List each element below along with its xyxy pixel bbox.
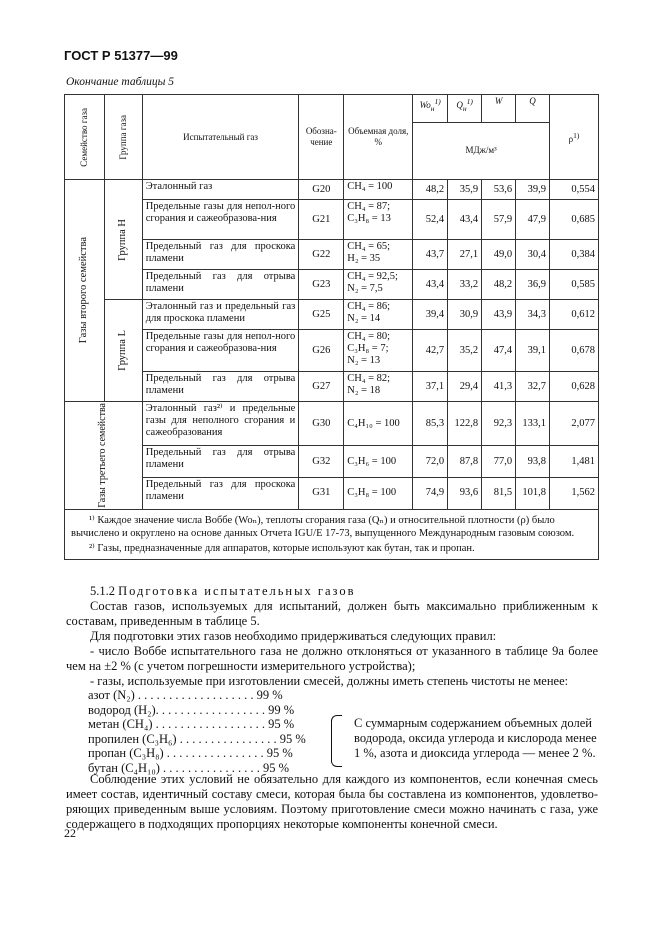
- row-q: 101,8: [516, 478, 550, 510]
- row-composition: C₃H₆ = 100: [344, 446, 413, 478]
- row-wo: 72,0: [413, 446, 448, 478]
- paragraph: Состав газов, используемых для испытаний, должен быть максимально приближенным к составам, приведенным в таблице 5.: [66, 599, 598, 628]
- closing-text: [66, 772, 598, 832]
- row-code: G21: [299, 200, 344, 240]
- row-gas: Предельный газ для отрыва пламени: [142, 446, 299, 478]
- row-composition: C₃H₈ = 100: [344, 478, 413, 510]
- row-q: 30,4: [516, 240, 550, 270]
- row-qn: 87,8: [448, 446, 482, 478]
- row-w: 48,2: [482, 270, 516, 300]
- row-q: 39,9: [516, 180, 550, 200]
- row-gas: Предельные газы для непол-ного сгорания и сажеобразова-ния: [142, 200, 299, 240]
- row-composition: CH₄ = 65; H₂ = 35: [344, 240, 413, 270]
- row-wo: 74,9: [413, 478, 448, 510]
- row-composition: CH₄ = 100: [344, 180, 413, 200]
- header-family: Семейство газа: [65, 95, 105, 180]
- row-w: 77,0: [482, 446, 516, 478]
- row-gas: Предельный газ для отрыва пламени: [142, 270, 299, 300]
- row-wo: 43,7: [413, 240, 448, 270]
- row-q: 47,9: [516, 200, 550, 240]
- footnote-1: ¹⁾ Каждое значение числа Воббе (Woₙ), теплоты сгорания газа (Qₙ) и относительной плотности (ρ) было вычислено и округлено на основе данных Отчета IGU/E 17-73, выпущенного Международным газовым союзом.: [71, 514, 575, 539]
- section-heading: 5.1.2 Подготовка испытательных газов: [90, 584, 356, 598]
- purity-list: [88, 688, 306, 776]
- header-q: Q: [516, 95, 550, 123]
- purity-item: пропан (C₃H₈) . . . . . . . . . . . . . . . . 95 %: [88, 746, 293, 761]
- row-qn: 30,9: [448, 300, 482, 330]
- row-rho: 0,628: [550, 372, 599, 402]
- row-qn: 35,2: [448, 330, 482, 372]
- header-group: Группа газа: [104, 95, 142, 180]
- paragraph: - число Воббе испытательного газа не должно отклоняться от указанного в таблице 9а более чем на ±2 % (с учетом погрешности измерительного устройства);: [66, 644, 598, 673]
- row-rho: 0,585: [550, 270, 599, 300]
- purity-item: пропилен (C₃H₆) . . . . . . . . . . . . . . . . 95 %: [88, 731, 306, 746]
- row-code: G32: [299, 446, 344, 478]
- group-h: Группа H: [104, 180, 142, 300]
- row-q: 39,1: [516, 330, 550, 372]
- gas-table: [64, 94, 599, 560]
- row-wo: 42,7: [413, 330, 448, 372]
- row-rho: 0,678: [550, 330, 599, 372]
- footnote-2: ²⁾ Газы, предназначенные для аппаратов, которые используют как бутан, так и пропан.: [89, 542, 475, 554]
- row-wo: 85,3: [413, 402, 448, 446]
- header-volume-fraction: Объемная доля, %: [344, 95, 413, 180]
- row-composition: C₄H₁₀ = 100: [344, 402, 413, 446]
- brace: [331, 715, 342, 767]
- row-composition: CH₄ = 86; N₂ = 14: [344, 300, 413, 330]
- row-code: G23: [299, 270, 344, 300]
- row-qn: 43,4: [448, 200, 482, 240]
- row-gas: Эталонный газ и предельный газ для проскока пламени: [142, 300, 299, 330]
- row-wo: 43,4: [413, 270, 448, 300]
- row-qn: 93,6: [448, 478, 482, 510]
- header-unit: МДж/м³: [413, 122, 550, 179]
- row-qn: 122,8: [448, 402, 482, 446]
- row-w: 57,9: [482, 200, 516, 240]
- row-gas: Предельные газы для непол-ного сгорания и сажеобразова-ния: [142, 330, 299, 372]
- row-gas: Эталонный газ: [142, 180, 299, 200]
- row-q: 34,3: [516, 300, 550, 330]
- row-code: G20: [299, 180, 344, 200]
- header-code: Обозна-чение: [299, 95, 344, 180]
- row-code: G27: [299, 372, 344, 402]
- row-wo: 39,4: [413, 300, 448, 330]
- header-w: W: [482, 95, 516, 123]
- row-w: 53,6: [482, 180, 516, 200]
- table-caption: Окончание таблицы 5: [66, 76, 174, 88]
- row-w: 92,3: [482, 402, 516, 446]
- row-wo: 48,2: [413, 180, 448, 200]
- header-rho: $\rho^{1)}$: [550, 95, 599, 180]
- row-w: 47,4: [482, 330, 516, 372]
- header-qn: $Q_н^{1)}$: [448, 95, 482, 123]
- header-test-gas: Испытательный газ: [142, 95, 299, 180]
- row-gas: Предельный газ для проскока пламени: [142, 240, 299, 270]
- family-second: Газы второго семейства: [65, 180, 105, 402]
- purity-item: азот (N₂) . . . . . . . . . . . . . . . . . . . 99 %: [88, 688, 283, 702]
- row-gas: Предельный газ для отрыва пламени: [142, 372, 299, 402]
- row-composition: CH₄ = 82; N₂ = 18: [344, 372, 413, 402]
- row-q: 36,9: [516, 270, 550, 300]
- row-gas: Эталонный газ²⁾ и предельные газы для неполного сгорания и сажеобразования: [142, 402, 299, 446]
- row-qn: 29,4: [448, 372, 482, 402]
- row-w: 43,9: [482, 300, 516, 330]
- row-composition: CH₄ = 80; C₃H₈ = 7; N₂ = 13: [344, 330, 413, 372]
- row-rho: 1,481: [550, 446, 599, 478]
- brace-note: С суммарным содержанием объемных долей водорода, оксида углерода и кислорода менее 1 %, азота и диоксида углерода — менее 2 %.: [354, 716, 597, 760]
- group-l: Группа L: [104, 300, 142, 402]
- row-wo: 37,1: [413, 372, 448, 402]
- row-qn: 27,1: [448, 240, 482, 270]
- row-rho: 0,612: [550, 300, 599, 330]
- purity-item: метан (CH₄) . . . . . . . . . . . . . . . . . . 95 %: [88, 717, 295, 732]
- purity-item: бутан (C₄H₁₀) . . . . . . . . . . . . . . . . 95 %: [88, 760, 290, 775]
- row-code: G25: [299, 300, 344, 330]
- row-qn: 35,9: [448, 180, 482, 200]
- row-code: G30: [299, 402, 344, 446]
- row-code: G31: [299, 478, 344, 510]
- row-code: G26: [299, 330, 344, 372]
- row-rho: 1,562: [550, 478, 599, 510]
- row-rho: 0,384: [550, 240, 599, 270]
- document-title: ГОСТ Р 51377—99: [64, 48, 178, 63]
- row-w: 81,5: [482, 478, 516, 510]
- row-composition: CH₄ = 87; C₃H₈ = 13: [344, 200, 413, 240]
- purity-item: водород (H₂). . . . . . . . . . . . . . . . . . 99 %: [88, 702, 295, 717]
- row-rho: 0,685: [550, 200, 599, 240]
- row-q: 32,7: [516, 372, 550, 402]
- row-gas: Предельный газ для проскока пламени: [142, 478, 299, 510]
- row-w: 41,3: [482, 372, 516, 402]
- family-third: Газы третьего семейства: [65, 402, 143, 510]
- row-rho: 2,077: [550, 402, 599, 446]
- page-number: 22: [64, 826, 76, 840]
- row-composition: CH₄ = 92,5; N₂ = 7,5: [344, 270, 413, 300]
- row-q: 93,8: [516, 446, 550, 478]
- paragraph: - газы, используемые при изготовлении смесей, должны иметь степень чистоты не менее:: [90, 674, 569, 688]
- row-qn: 33,2: [448, 270, 482, 300]
- row-w: 49,0: [482, 240, 516, 270]
- header-wobbe: $Wo_н^{1)}$: [413, 95, 448, 123]
- paragraph: Для подготовки этих газов необходимо придерживаться следующих правил:: [90, 629, 497, 643]
- row-code: G22: [299, 240, 344, 270]
- paragraph: Соблюдение этих условий не обязательно для каждого из компонентов, если конечная смесь имеет состав, идентичный составу смеси, которая была бы составлена из компонентов, удовлетво-ряющих приведенным выше условиям. Поэтому приготовление смеси можно начинать с газа, уже содержащего в подходящих пропорциях некоторые компоненты конечной смеси.: [66, 772, 598, 831]
- row-rho: 0,554: [550, 180, 599, 200]
- section-5-1-2: [66, 584, 598, 689]
- table-footnotes: [65, 509, 599, 559]
- row-q: 133,1: [516, 402, 550, 446]
- row-wo: 52,4: [413, 200, 448, 240]
